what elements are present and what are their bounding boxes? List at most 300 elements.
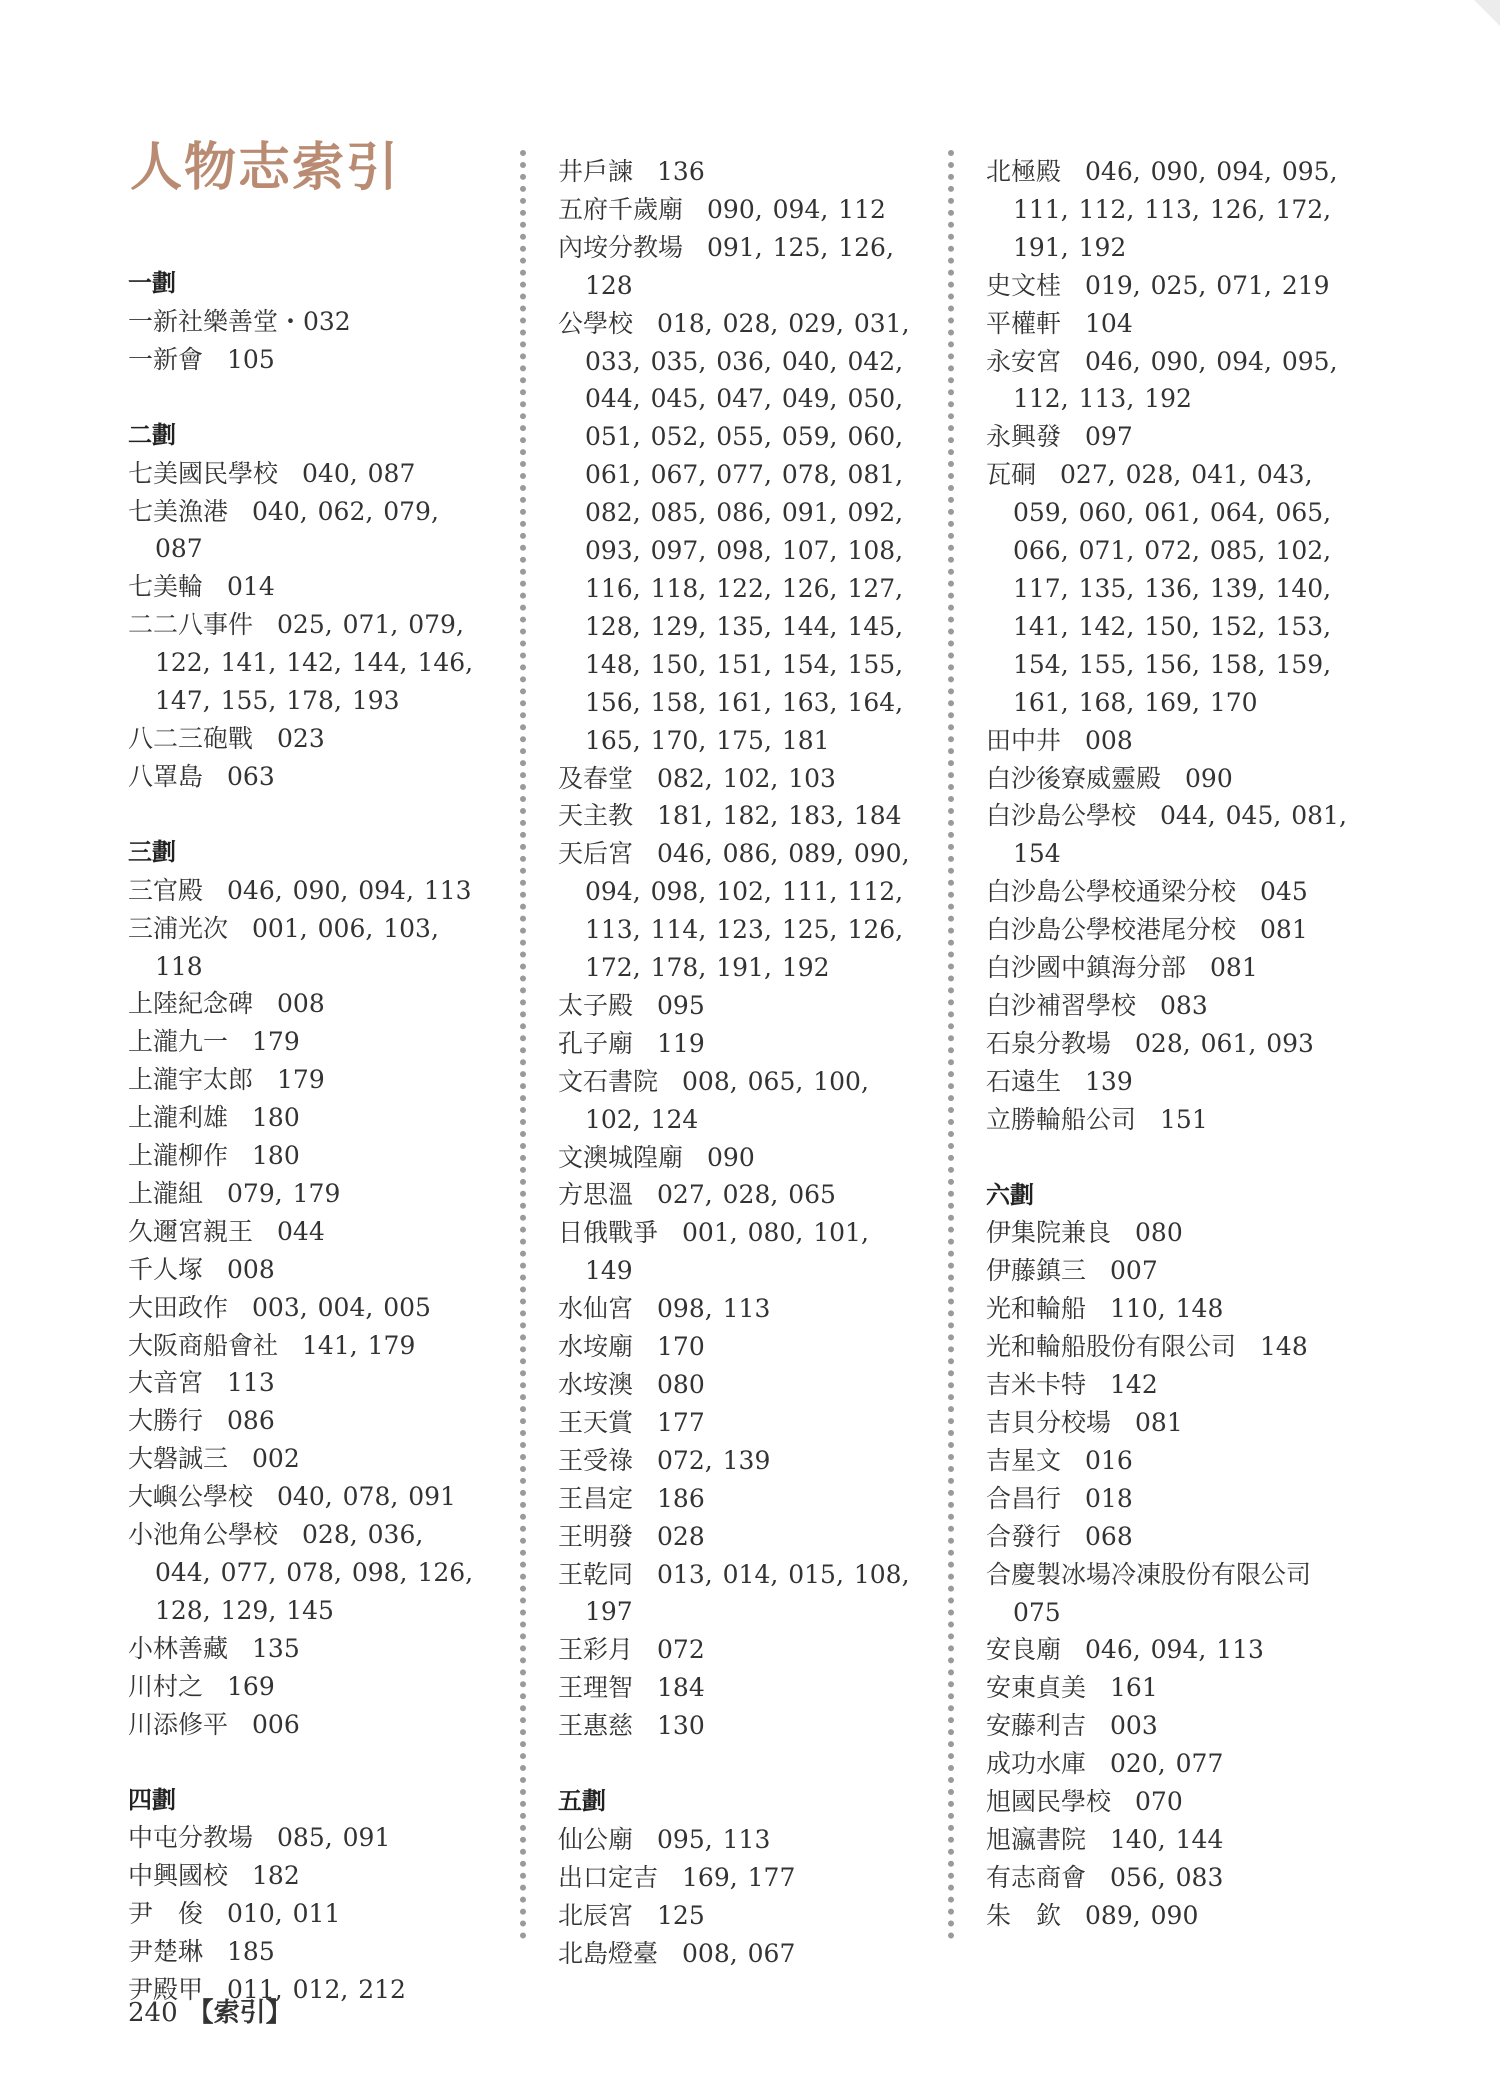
index-entry — [558, 153, 918, 191]
entry-name: 大阪商船會社 — [128, 1330, 279, 1360]
index-entry — [128, 872, 488, 910]
index-entry — [558, 1442, 918, 1480]
entry-page-numbers: 086 — [227, 1406, 275, 1436]
entry-page-numbers: 040, 078, 091 — [277, 1482, 456, 1512]
entry-name: 石遠生 — [986, 1066, 1062, 1096]
page-title: 人物志索引 — [130, 137, 401, 198]
index-entry — [986, 1783, 1366, 1821]
index-entry — [986, 1556, 1366, 1632]
entry-name: 日俄戰爭 — [558, 1218, 659, 1248]
entry-page-numbers: 079, 179 — [227, 1178, 341, 1208]
entry-page-numbers: 104 — [1085, 308, 1133, 338]
index-entry — [986, 153, 1366, 267]
index-entry — [986, 911, 1366, 949]
entry-name: 合慶製冰場冷凍股份有限公司 — [986, 1559, 1312, 1589]
entry-page-numbers: 080 — [1135, 1218, 1183, 1248]
entry-page-numbers: 040, 062, 079, 087 — [155, 496, 439, 564]
index-entry — [558, 835, 918, 987]
index-entry — [558, 1859, 918, 1897]
index-entry — [986, 305, 1366, 343]
entry-page-numbers: 072, 139 — [657, 1445, 771, 1475]
index-entry — [558, 229, 918, 305]
entry-page-numbers: 008, 065, 100, 102, 124 — [585, 1066, 869, 1134]
index-section — [128, 417, 488, 796]
index-entry — [558, 1518, 918, 1556]
entry-page-numbers: 072 — [657, 1635, 705, 1665]
index-entry — [128, 1175, 488, 1213]
index-entry — [128, 720, 488, 758]
entry-name: 尹 俊 — [128, 1899, 204, 1929]
index-entry — [558, 1556, 918, 1632]
index-entry — [558, 1404, 918, 1442]
entry-page-numbers: 014 — [227, 572, 275, 602]
entry-page-numbers: 091, 125, 126, 128 — [585, 232, 894, 300]
index-entry — [558, 1290, 918, 1328]
entry-page-numbers: 046, 090, 094, 113 — [227, 875, 472, 905]
entry-name: 上瀧宇太郎 — [128, 1065, 254, 1095]
entry-page-numbers: 095, 113 — [657, 1824, 771, 1854]
entry-name: 公學校 — [558, 308, 634, 338]
index-entry — [128, 1213, 488, 1251]
entry-page-numbers: 141, 179 — [302, 1330, 416, 1360]
entry-name: 成功水庫 — [986, 1749, 1087, 1779]
entry-page-numbers: 018 — [1085, 1483, 1133, 1513]
entry-name: 朱 欽 — [986, 1900, 1062, 1930]
entry-name: 吉米卡特 — [986, 1370, 1087, 1400]
index-entry — [558, 1063, 918, 1139]
index-entry — [128, 1402, 488, 1440]
entry-name: 旭瀛書院 — [986, 1824, 1087, 1854]
entry-name: 瓦硐 — [986, 460, 1037, 490]
column-separator — [948, 150, 954, 1940]
entry-name: 小林善藏 — [128, 1633, 229, 1663]
index-section — [128, 1782, 488, 2009]
entry-name: 王彩月 — [558, 1635, 634, 1665]
index-entry — [128, 1895, 488, 1933]
entry-name: 伊藤鎮三 — [986, 1256, 1087, 1286]
entry-name: 安東貞美 — [986, 1673, 1087, 1703]
entry-name: 合發行 — [986, 1521, 1062, 1551]
entry-name: 及春堂 — [558, 763, 634, 793]
entry-page-numbers: 046, 090, 094, 095, 112, 113, 192 — [1013, 346, 1338, 414]
index-section — [128, 265, 488, 379]
index-entry — [986, 1025, 1366, 1063]
entry-name: 水仙宮 — [558, 1294, 634, 1324]
entry-page-numbers: 090 — [1185, 763, 1233, 793]
entry-name: 田中井 — [986, 725, 1062, 755]
index-entry — [128, 1251, 488, 1289]
entry-page-numbers: 098, 113 — [657, 1294, 771, 1324]
entry-page-numbers: 180 — [252, 1141, 300, 1171]
entry-name: 大磐誠三 — [128, 1444, 229, 1474]
page-corner-fold — [1474, 0, 1500, 26]
index-entry — [986, 1290, 1366, 1328]
entry-name: 上瀧九一 — [128, 1027, 229, 1057]
entry-page-numbers: 001, 006, 103, 118 — [155, 913, 439, 981]
entry-page-numbers: 045 — [1260, 877, 1308, 907]
entry-name: 方思溫 — [558, 1180, 634, 1210]
entry-name: 白沙補習學校 — [986, 990, 1137, 1020]
page-footer — [128, 1996, 292, 2030]
index-entry — [986, 1859, 1366, 1897]
entry-page-numbers: 001, 080, 101, 149 — [585, 1218, 869, 1286]
entry-page-numbers: 177 — [657, 1407, 705, 1437]
entry-page-numbers: 142 — [1110, 1370, 1158, 1400]
index-entry — [128, 1630, 488, 1668]
entry-page-numbers: 083 — [1160, 990, 1208, 1020]
entry-name: 二二八事件 — [128, 610, 254, 640]
index-entry — [986, 797, 1366, 873]
section-heading: 一劃 — [128, 269, 176, 297]
index-entry — [986, 1669, 1366, 1707]
index-entry — [128, 303, 488, 341]
entry-page-numbers: 125 — [657, 1900, 705, 1930]
index-entry — [558, 1935, 918, 1973]
entry-name: 王昌定 — [558, 1483, 634, 1513]
footer-label: 【索引】 — [187, 1998, 292, 2028]
entry-name: 七美輪 — [128, 572, 204, 602]
index-entry — [986, 1214, 1366, 1252]
index-entry — [558, 1669, 918, 1707]
entry-page-numbers: 027, 028, 065 — [657, 1180, 836, 1210]
section-heading: 四劃 — [128, 1785, 176, 1814]
entry-name: 三官殿 — [128, 875, 204, 905]
index-entry — [128, 1706, 488, 1744]
entry-page-numbers: 002 — [252, 1444, 300, 1474]
entry-name: 天主教 — [558, 801, 634, 831]
index-entry — [558, 760, 918, 798]
entry-name: 伊集院兼良 — [986, 1218, 1112, 1248]
index-entry — [986, 1707, 1366, 1745]
entry-name: 立勝輪船公司 — [986, 1104, 1137, 1134]
section-heading: 二劃 — [128, 420, 176, 449]
index-section — [558, 1783, 918, 1973]
index-entry — [558, 1821, 918, 1859]
entry-name: 王理智 — [558, 1673, 634, 1703]
entry-page-numbers: 180 — [252, 1103, 300, 1133]
entry-page-numbers: 016 — [1085, 1445, 1133, 1475]
section-heading: 三劃 — [128, 837, 176, 866]
index-entry — [986, 1366, 1366, 1404]
entry-page-numbers: 044 — [277, 1216, 325, 1246]
index-entry — [128, 1478, 488, 1516]
entry-name: 中屯分教場 — [128, 1823, 254, 1853]
entry-page-numbers: 010, 011 — [227, 1899, 341, 1929]
entry-page-numbers: 095 — [657, 990, 705, 1020]
entry-name: 光和輪船股份有限公司 — [986, 1332, 1237, 1362]
entry-page-numbers: 185 — [227, 1937, 275, 1967]
entry-page-numbers: 082, 102, 103 — [657, 763, 836, 793]
entry-name: 文石書院 — [558, 1066, 659, 1096]
index-entry — [128, 1933, 488, 1971]
index-entry — [128, 1819, 488, 1857]
index-section — [986, 153, 1366, 1139]
index-entry — [128, 606, 488, 720]
entry-name: 水垵澳 — [558, 1370, 634, 1399]
index-entry — [558, 1897, 918, 1935]
index-entry — [128, 910, 488, 986]
entry-name: 一新社樂善堂・032 — [128, 306, 351, 336]
index-entry — [986, 1328, 1366, 1366]
entry-name: 永興發 — [986, 422, 1062, 452]
entry-page-numbers: 040, 087 — [302, 458, 416, 488]
entry-page-numbers: 081 — [1260, 915, 1308, 945]
index-entry — [558, 1631, 918, 1669]
entry-page-numbers: 056, 083 — [1110, 1862, 1224, 1892]
entry-page-numbers: 184 — [657, 1673, 705, 1703]
index-entry — [128, 1099, 488, 1137]
index-entry — [986, 1821, 1366, 1859]
index-entry — [986, 1518, 1366, 1556]
entry-name: 大音宮 — [128, 1368, 204, 1398]
entry-page-numbers: 003, 004, 005 — [252, 1292, 431, 1322]
entry-page-numbers: 028, 036, 044, 077, 078, 098, 126, 128, 129, 145 — [155, 1520, 474, 1625]
entry-page-numbers: 008 — [227, 1254, 275, 1284]
entry-page-numbers: 170 — [657, 1332, 705, 1362]
index-entry — [128, 1023, 488, 1061]
index-entry — [986, 456, 1366, 721]
entry-name: 八二三砲戰 — [128, 723, 254, 753]
entry-page-numbers: 080 — [657, 1370, 705, 1399]
entry-name: 合昌行 — [986, 1483, 1062, 1513]
entry-name: 中興國校 — [128, 1861, 229, 1891]
index-entry — [558, 1480, 918, 1518]
index-entry — [128, 1364, 488, 1402]
index-entry — [986, 1480, 1366, 1518]
index-entry — [986, 267, 1366, 305]
entry-name: 王天賞 — [558, 1407, 634, 1437]
entry-page-numbers: 161 — [1110, 1673, 1158, 1703]
section-heading: 六劃 — [986, 1180, 1034, 1209]
entry-page-numbers: 020, 077 — [1110, 1749, 1224, 1779]
index-entry — [986, 1897, 1366, 1935]
index-entry — [986, 1631, 1366, 1669]
index-entry — [986, 1442, 1366, 1480]
entry-name: 尹殿甲 — [128, 1975, 204, 2005]
entry-name: 白沙國中鎮海分部 — [986, 953, 1187, 983]
index-entry — [128, 985, 488, 1023]
entry-name: 安藤利吉 — [986, 1711, 1087, 1741]
index-entry — [128, 1668, 488, 1706]
entry-name: 王惠慈 — [558, 1711, 634, 1741]
entry-name: 三浦光次 — [128, 913, 229, 943]
index-entry — [986, 343, 1366, 419]
entry-page-numbers: 148 — [1260, 1332, 1308, 1362]
index-column-3 — [986, 153, 1366, 1935]
entry-name: 小池角公學校 — [128, 1520, 279, 1550]
index-entry — [986, 949, 1366, 987]
entry-name: 七美國民學校 — [128, 458, 279, 488]
index-column-1 — [128, 265, 488, 2009]
index-entry — [558, 987, 918, 1025]
index-section — [128, 834, 488, 1744]
index-entry — [986, 1101, 1366, 1139]
entry-page-numbers: 018, 028, 029, 031, 033, 035, 036, 040, 042, 044, 045, 047, 049, 050, 051, 052, 055, 059, 060, 061, 067, 077, 078, 081, 082, 085, 086, 091, 092, 093, 097, 098, 107, 108, 116, 118, 122, 126, 127, 128, 129, 135, 144, 145, 148, 150, 151, 154, 155, 156, 158, 161, 163, 164, 165, 170, 175, 181 — [585, 308, 910, 755]
entry-name: 光和輪船 — [986, 1294, 1087, 1324]
entry-name: 安良廟 — [986, 1635, 1062, 1665]
index-entry — [128, 1327, 488, 1365]
entry-name: 王受祿 — [558, 1445, 634, 1475]
index-entry — [986, 418, 1366, 456]
index-entry — [558, 1707, 918, 1745]
entry-page-numbers: 135 — [252, 1633, 300, 1663]
index-entry — [986, 1252, 1366, 1290]
entry-page-numbers: 003 — [1110, 1711, 1158, 1741]
index-entry — [986, 1404, 1366, 1442]
entry-name: 八罩島 — [128, 761, 204, 791]
entry-name: 太子殿 — [558, 990, 634, 1020]
section-heading: 五劃 — [558, 1787, 606, 1816]
index-entry — [558, 191, 918, 229]
entry-name: 大嶼公學校 — [128, 1482, 254, 1512]
entry-page-numbers: 105 — [227, 344, 275, 374]
entry-page-numbers: 179 — [277, 1065, 325, 1095]
index-entry — [558, 1176, 918, 1214]
entry-page-numbers: 081 — [1135, 1408, 1183, 1437]
entry-name: 北辰宮 — [558, 1900, 634, 1930]
entry-name: 上瀧柳作 — [128, 1141, 229, 1171]
entry-name: 有志商會 — [986, 1862, 1087, 1892]
entry-name: 白沙後寮威靈殿 — [986, 763, 1162, 793]
index-entry — [558, 1139, 918, 1177]
entry-page-numbers: 068 — [1085, 1521, 1133, 1551]
entry-page-numbers: 013, 014, 015, 108, 197 — [585, 1559, 910, 1627]
entry-page-numbers: 090 — [707, 1142, 755, 1172]
entry-page-numbers: 130 — [657, 1711, 705, 1741]
entry-name: 千人塚 — [128, 1254, 204, 1284]
index-entry — [558, 305, 918, 760]
entry-name: 天后宮 — [558, 839, 634, 869]
index-entry — [986, 873, 1366, 911]
entry-page-numbers: 044, 045, 081, 154 — [1013, 801, 1347, 869]
index-entry — [128, 1516, 488, 1630]
entry-name: 久邇宮親王 — [128, 1216, 254, 1246]
entry-name: 王乾同 — [558, 1559, 634, 1589]
index-section — [986, 1177, 1366, 1935]
entry-name: 出口定吉 — [558, 1862, 659, 1892]
entry-name: 白沙島公學校 — [986, 801, 1137, 831]
index-entry — [558, 1366, 918, 1404]
entry-page-numbers: 007 — [1110, 1256, 1158, 1286]
entry-name: 川添修平 — [128, 1709, 229, 1739]
entry-name: 大田政作 — [128, 1292, 229, 1322]
entry-page-numbers: 179 — [252, 1027, 300, 1057]
entry-page-numbers: 140, 144 — [1110, 1824, 1224, 1854]
entry-name: 孔子廟 — [558, 1028, 634, 1058]
column-separator — [520, 150, 526, 1940]
index-entry — [128, 1440, 488, 1478]
entry-name: 文澳城隍廟 — [558, 1142, 684, 1172]
entry-page-numbers: 085, 091 — [277, 1823, 391, 1853]
entry-name: 尹楚琳 — [128, 1937, 204, 1967]
entry-page-numbers: 070 — [1135, 1787, 1183, 1817]
entry-page-numbers: 063 — [227, 761, 275, 791]
entry-page-numbers: 151 — [1160, 1104, 1208, 1134]
entry-name: 石泉分教場 — [986, 1028, 1112, 1058]
entry-name: 七美漁港 — [128, 496, 229, 526]
entry-name: 旭國民學校 — [986, 1787, 1112, 1817]
entry-name: 井戶諫 — [558, 157, 634, 186]
entry-name: 大勝行 — [128, 1406, 204, 1436]
entry-page-numbers: 097 — [1085, 422, 1133, 452]
entry-page-numbers: 046, 094, 113 — [1085, 1635, 1264, 1665]
entry-name: 吉星文 — [986, 1445, 1062, 1475]
index-entry — [128, 341, 488, 379]
entry-page-numbers: 008, 067 — [682, 1938, 796, 1968]
entry-name: 上瀧組 — [128, 1178, 204, 1208]
index-entry — [128, 1289, 488, 1327]
entry-page-numbers: 169 — [227, 1671, 275, 1701]
index-entry — [986, 1745, 1366, 1783]
entry-page-numbers: 182 — [252, 1861, 300, 1891]
index-entry — [128, 1137, 488, 1175]
entry-page-numbers: 011, 012, 212 — [227, 1975, 406, 2005]
index-column-2 — [558, 153, 918, 1973]
index-entry — [558, 1328, 918, 1366]
entry-page-numbers: 027, 028, 041, 043, 059, 060, 061, 064, 065, 066, 071, 072, 085, 102, 117, 135, 136, 139, 140, 141, 142, 150, 152, 153, 154, 155, 156, 158, 159, 161, 168, 169, 170 — [1013, 460, 1332, 717]
entry-name: 史文桂 — [986, 270, 1062, 300]
entry-name: 水垵廟 — [558, 1332, 634, 1362]
entry-page-numbers: 006 — [252, 1709, 300, 1739]
index-entry — [128, 568, 488, 606]
index-entry — [986, 760, 1366, 798]
entry-name: 北島燈臺 — [558, 1938, 659, 1968]
entry-page-numbers: 089, 090 — [1085, 1900, 1199, 1930]
entry-page-numbers: 081 — [1210, 953, 1258, 983]
entry-page-numbers: 028 — [657, 1521, 705, 1551]
index-entry — [128, 1857, 488, 1895]
entry-page-numbers: 119 — [657, 1028, 705, 1058]
entry-name: 上瀧利雄 — [128, 1103, 229, 1133]
entry-name: 白沙島公學校港尾分校 — [986, 915, 1237, 945]
entry-page-numbers: 008 — [1085, 725, 1133, 755]
entry-name: 內垵分教場 — [558, 232, 684, 262]
index-entry — [128, 1061, 488, 1099]
index-entry — [986, 987, 1366, 1025]
entry-name: 上陸紀念碑 — [128, 989, 254, 1019]
entry-page-numbers: 028, 061, 093 — [1135, 1028, 1314, 1058]
entry-page-numbers: 139 — [1085, 1066, 1133, 1096]
entry-page-numbers: 169, 177 — [682, 1862, 796, 1892]
index-entry — [558, 797, 918, 835]
entry-name: 王明發 — [558, 1521, 634, 1551]
entry-page-numbers: 046, 086, 089, 090, 094, 098, 102, 111, 112, 113, 114, 123, 125, 126, 172, 178, 191, 192 — [585, 839, 910, 983]
page-number: 240 — [128, 1998, 178, 2028]
entry-name: 川村之 — [128, 1671, 204, 1701]
index-entry — [128, 758, 488, 796]
entry-name: 北極殿 — [986, 157, 1062, 186]
entry-name: 仙公廟 — [558, 1824, 634, 1854]
entry-name: 吉貝分校場 — [986, 1408, 1112, 1437]
entry-page-numbers: 019, 025, 071, 219 — [1085, 270, 1330, 300]
entry-page-numbers: 023 — [277, 723, 325, 753]
entry-page-numbers: 186 — [657, 1483, 705, 1513]
entry-page-numbers: 090, 094, 112 — [707, 194, 886, 224]
index-entry — [986, 722, 1366, 760]
entry-name: 一新會 — [128, 344, 204, 374]
index-entry — [986, 1063, 1366, 1101]
index-entry — [128, 455, 488, 493]
entry-name: 平權軒 — [986, 308, 1062, 338]
entry-page-numbers: 110, 148 — [1110, 1294, 1224, 1324]
entry-name: 五府千歲廟 — [558, 194, 684, 224]
entry-page-numbers: 008 — [277, 989, 325, 1019]
entry-page-numbers: 136 — [657, 157, 705, 186]
entry-page-numbers: 025, 071, 079, 122, 141, 142, 144, 146, 147, 155, 178, 193 — [155, 610, 474, 716]
index-entry — [558, 1214, 918, 1290]
entry-name: 白沙島公學校通梁分校 — [986, 877, 1237, 907]
index-entry — [558, 1025, 918, 1063]
